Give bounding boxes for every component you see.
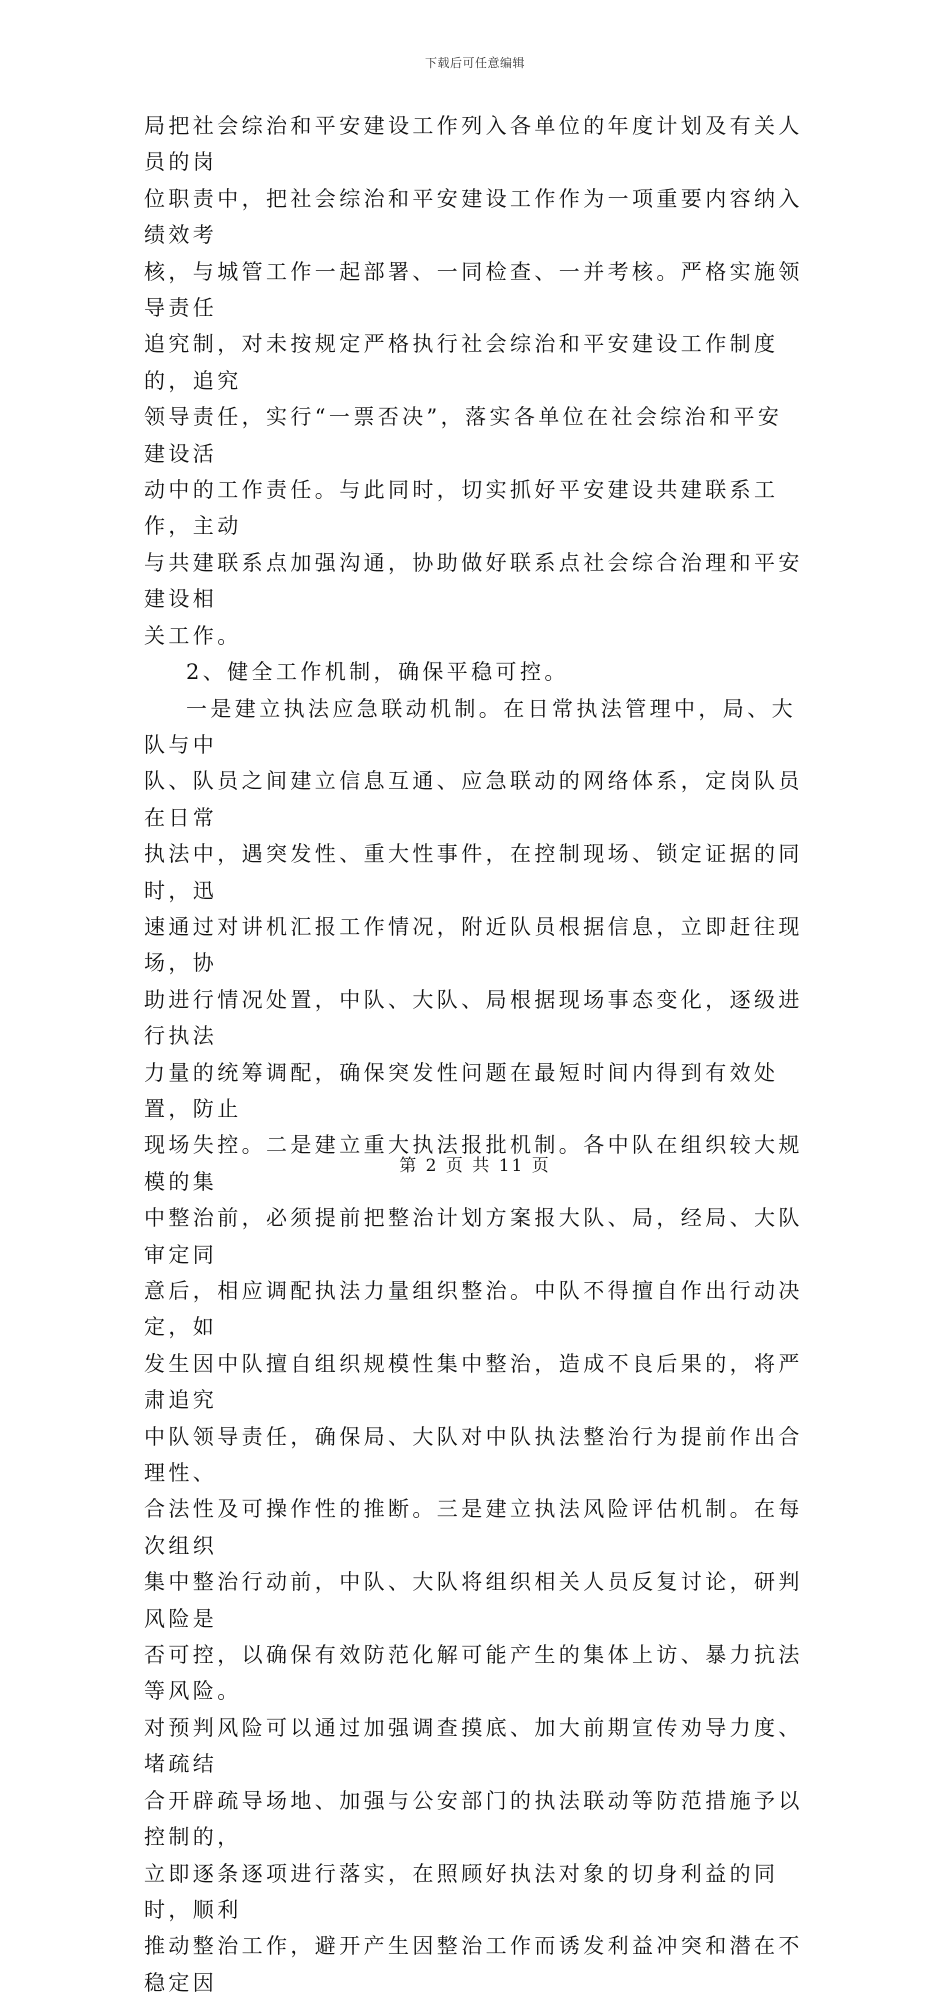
text-line: 中队领导责任，确保局、大队对中队执法整治行为提前作出合理性、 xyxy=(144,1424,803,1486)
text-line: 合法性及可操作性的推断。三是建立执法风险评估机制。在每次组织 xyxy=(144,1497,803,1558)
page-header: 下载后可任意编辑 xyxy=(424,56,525,70)
text-line: 合开辟疏导场地、加强与公安部门的执法联动等防范措施予以控制的， xyxy=(144,1788,803,1850)
text-line: 发生因中队擅自组织规模性集中整治，造成不良后果的，将严肃追究 xyxy=(144,1351,803,1413)
section-heading: 2、健全工作机制，确保平稳可控。 xyxy=(186,660,569,685)
text-line: 追究制，对未按规定严格执行社会综治和平安建设工作制度的，追究 xyxy=(144,332,779,393)
text-line: 队、队员之间建立信息互通、应急联动的网络体系，定岗队员在日常 xyxy=(144,769,803,830)
text-line: 位职责中，把社会综治和平安建设工作作为一项重要内容纳入绩效考 xyxy=(144,186,803,248)
text-line: 立即逐条逐项进行落实，在照顾好执法对象的切身利益的同时，顺利 xyxy=(144,1861,779,1922)
text-line: 与共建联系点加强沟通，协助做好联系点社会综合治理和平安建设相 xyxy=(144,550,803,612)
text-line: 领导责任，实行“一票否决”，落实各单位在社会综治和平安建设活 xyxy=(144,405,783,466)
text-line: 局把社会综治和平安建设工作列入各单位的年度计划及有关人员的岗 xyxy=(144,114,803,175)
text-line: 动中的工作责任。与此同时，切实抓好平安建设共建联系工作，主动 xyxy=(144,478,779,539)
text-line: 集中整治行动前，中队、大队将组织相关人员反复讨论，研判风险是 xyxy=(144,1570,803,1631)
text-line: 推动整治工作，避开产生因整治工作而诱发利益冲突和潜在不稳定因 xyxy=(144,1934,803,1995)
text-line: 力量的统筹调配，确保突发性问题在最短时间内得到有效处置，防止 xyxy=(144,1060,779,1121)
text-line: 关工作。 xyxy=(144,623,242,648)
document-body xyxy=(144,108,804,2001)
text-line: 核，与城管工作一起部署、一同检查、一并考核。严格实施领导责任 xyxy=(144,259,803,321)
text-line: 中整治前，必须提前把整治计划方案报大队、局，经局、大队审定同 xyxy=(144,1206,803,1267)
page-number-footer: 第 2 页 共 11 页 xyxy=(399,1156,551,1176)
text-line: 一是建立执法应急联动机制。在日常执法管理中，局、大队与中 xyxy=(144,696,796,757)
text-line: 现场失控。二是建立重大执法报批机制。各中队在组织较大规模的集 xyxy=(144,1133,803,1194)
text-line: 助进行情况处置，中队、大队、局根据现场事态变化，逐级进行执法 xyxy=(144,987,803,1049)
text-line: 执法中，遇突发性、重大性事件，在控制现场、锁定证据的同时，迅 xyxy=(144,842,803,903)
text-line: 否可控，以确保有效防范化解可能产生的集体上访、暴力抗法等风险。 xyxy=(144,1643,803,1704)
text-line: 意后，相应调配执法力量组织整治。中队不得擅自作出行动决定，如 xyxy=(144,1279,803,1340)
text-line: 速通过对讲机汇报工作情况，附近队员根据信息，立即赶往现场，协 xyxy=(144,914,803,976)
text-line: 对预判风险可以通过加强调查摸底、加大前期宣传劝导力度、堵疏结 xyxy=(144,1715,803,1777)
